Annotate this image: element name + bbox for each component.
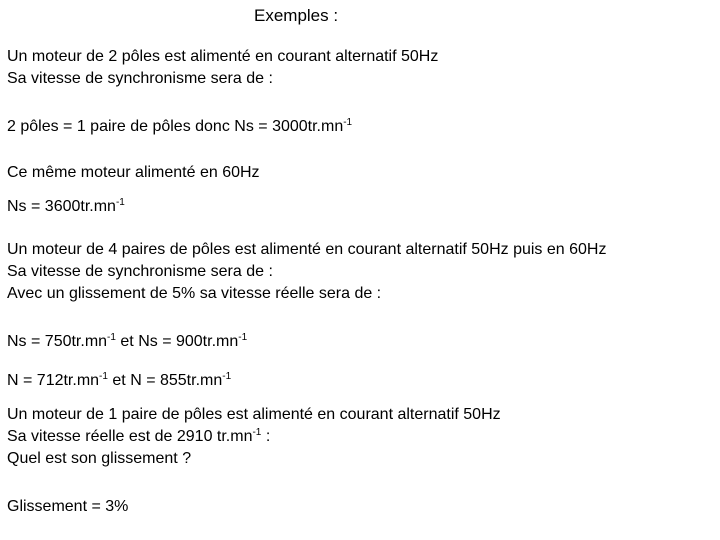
result-2-line	[7, 196, 125, 218]
result-3-part-1: Ns = 750tr.mn	[7, 333, 108, 350]
example-3-line-3: Avec un glissement de 5% sa vitesse réelle sera de :	[7, 285, 382, 302]
example-3-line-1: Un moteur de 4 paires de pôles est alimenté en courant alternatif 50Hz puis en 60Hz	[7, 241, 607, 258]
result-5	[7, 496, 128, 518]
result-1	[7, 116, 352, 138]
example-1-line-2: Sa vitesse de synchronisme sera de :	[7, 70, 273, 87]
result-2	[7, 196, 125, 218]
result-5-line: Glissement = 3%	[7, 498, 129, 515]
example-4-line-2-part-1: Sa vitesse réelle est de 2910 tr.mn	[7, 428, 253, 445]
result-2-text: Ns = 3600tr.mn	[7, 198, 116, 215]
example-4-line-1: Un moteur de 1 paire de pôles est alimenté en courant alternatif 50Hz	[7, 406, 501, 423]
title-main: Exemples	[254, 6, 329, 25]
example-2-line-1: Ce même moteur alimenté en 60Hz	[7, 164, 260, 181]
result-1-text: 2 pôles = 1 paire de pôles donc Ns = 3000tr.mn	[7, 118, 344, 135]
result-4-line	[7, 370, 231, 392]
example-4-line-2-exponent: -1	[252, 427, 262, 438]
result-1-exponent: -1	[343, 117, 353, 128]
result-4-exponent-2: -1	[222, 371, 232, 382]
example-4-line-2	[7, 426, 501, 448]
example-2	[7, 162, 260, 184]
result-4-part-1: N = 712tr.mn	[7, 372, 100, 389]
title-suffix: :	[328, 6, 339, 25]
example-1-line-1: Un moteur de 2 pôles est alimenté en courant alternatif 50Hz	[7, 48, 439, 65]
page-title	[254, 6, 338, 26]
example-4	[7, 404, 501, 470]
result-4-mid: et N = 855tr.mn	[107, 372, 223, 389]
result-1-line	[7, 116, 352, 138]
example-3-line-2: Sa vitesse de synchronisme sera de :	[7, 263, 273, 280]
example-3	[7, 239, 606, 305]
result-3-exponent-2: -1	[238, 332, 248, 343]
result-3	[7, 331, 247, 353]
result-4	[7, 370, 231, 392]
example-4-line-2-part-2: :	[261, 428, 271, 445]
example-4-line-3: Quel est son glissement ?	[7, 450, 192, 467]
result-3-mid: et Ns = 900tr.mn	[115, 333, 239, 350]
result-3-line	[7, 331, 247, 353]
example-1	[7, 46, 438, 90]
result-4-exponent-1: -1	[99, 371, 108, 382]
result-2-exponent: -1	[115, 197, 125, 208]
result-3-exponent-1: -1	[107, 332, 116, 343]
